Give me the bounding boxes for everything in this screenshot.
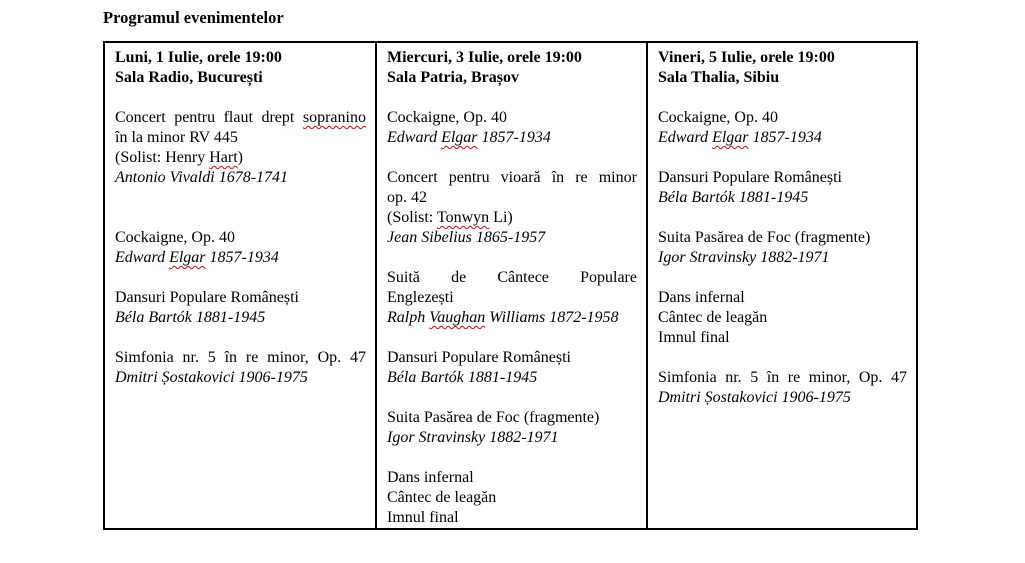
program-block [387,168,637,248]
program-line [387,368,637,388]
word: în [224,349,238,366]
program-line [658,308,907,328]
text-segment: 1857-1934 [748,129,822,146]
program-line [387,508,637,528]
text-segment: Béla Bartók 1881-1945 [387,369,538,386]
program-line [115,348,366,368]
column-miercuri-3-iulie [376,42,647,529]
program-block [387,408,637,448]
program-line [387,488,637,508]
text-segment: Vineri, 5 Iulie, orele 19:00 [658,49,835,66]
text-segment: (Solist: [387,209,437,226]
spellcheck-word: sopranino [302,109,366,126]
text-segment: 1857-1934 [477,129,551,146]
text-segment: Dmitri Șostakovici 1906-1975 [115,369,308,386]
text-segment: Béla Bartók 1881-1945 [658,189,809,206]
column-vineri-5-iulie [647,42,917,529]
text-segment: 1857-1934 [205,249,279,266]
word: vioară [500,169,541,186]
program-block [115,108,366,188]
word: minor, [808,369,851,386]
program-line [115,168,366,188]
program-block [658,288,907,348]
spellcheck-word: Tonwyn [436,209,490,226]
word: Concert [115,109,166,126]
word: 47 [890,369,907,386]
text-segment: Cântec de leagăn [387,489,497,506]
spellcheck-word: Vaughan [429,309,486,326]
word: re [245,349,259,366]
text-segment: Dansuri Populare Românești [658,169,842,186]
column-luni-1-iulie [104,42,376,529]
program-block [658,368,907,408]
text-segment: Jean Sibelius 1865-1957 [387,229,546,246]
text-segment: Dans infernal [658,289,745,306]
spellcheck-word: Elgar [441,129,478,146]
program-line [658,328,907,348]
text-segment: (Solist: Henry [115,149,210,166]
word: re [787,369,801,386]
word: Suită [387,269,420,286]
column-header-block [658,48,907,88]
program-block [115,228,366,268]
text-segment: în la minor RV 445 [115,129,238,146]
text-segment: Cântec de leagăn [658,309,768,326]
program-line [658,168,907,188]
text-segment: Antonio Vivaldi 1678-1741 [115,169,289,186]
word: de [451,269,467,286]
program-line [387,468,637,488]
program-line [658,108,907,128]
text-segment: Edward [115,249,170,266]
program-line [658,288,907,308]
program-line [115,148,366,168]
text-segment: Sala Patria, Brașov [387,69,519,86]
spellcheck-word: Hart [209,149,238,166]
program-block [387,108,637,148]
program-block [658,168,907,208]
program-line [387,208,637,228]
word: Cântece [497,269,549,286]
word: 5 [750,369,759,386]
program-line [387,288,637,308]
program-line [658,368,907,388]
program-line [115,128,366,148]
text-segment: Dmitri Șostakovici 1906-1975 [658,389,851,406]
program-block [387,348,637,388]
text-segment: Edward [658,129,713,146]
text-segment: Cockaigne, Op. 40 [658,109,778,126]
word: pentru [174,109,216,126]
text-segment: Dansuri Populare Românești [115,289,299,306]
text-segment: Béla Bartók 1881-1945 [115,309,266,326]
table-row [104,42,917,529]
column-header-block [115,48,366,88]
program-block [115,348,366,388]
program-line [658,248,907,268]
text-segment: Englezești [387,289,454,306]
word: Op. [858,369,883,386]
program-line [658,188,907,208]
program-line [115,288,366,308]
text-segment: Ralph [387,309,430,326]
text-segment: Luni, 1 Iulie, orele 19:00 [115,49,282,66]
header-line [387,48,637,68]
text-segment: ) [237,149,243,166]
word: pentru [448,169,490,186]
program-table [103,41,918,530]
word: flaut [223,109,253,126]
program-block [658,228,907,268]
text-segment: Dans infernal [387,469,474,486]
header-line [115,48,366,68]
text-segment: Williams 1872-1958 [485,309,619,326]
spellcheck-word: Elgar [169,249,206,266]
text-segment: Suita Pasărea de Foc (fragmente) [387,409,600,426]
header-line [115,68,366,88]
program-line [658,228,907,248]
word: Populare [580,269,637,286]
program-block [387,268,637,328]
word: 47 [349,349,366,366]
text-segment: Cockaigne, Op. 40 [387,109,507,126]
word: 5 [207,349,216,366]
text-segment: Imnul final [387,509,459,526]
word: Concert [387,169,438,186]
program-line [658,128,907,148]
word: minor, [267,349,309,366]
program-block [115,288,366,328]
word: drept [261,109,295,126]
text-segment: Edward [387,129,442,146]
text-segment: Igor Stravinsky 1882-1971 [658,249,830,266]
program-line [387,228,637,248]
column-header-block [387,48,637,88]
page-title: Programul evenimentelor [103,8,284,27]
program-line [387,308,637,328]
program-line [387,128,637,148]
spellcheck-word: Elgar [712,129,749,146]
program-line [115,248,366,268]
text-segment: Li) [489,209,513,226]
word: nr. [182,349,199,366]
text-segment: Sala Thalia, Sibiu [658,69,780,86]
text-segment: Imnul final [658,329,730,346]
program-line [387,428,637,448]
program-line [387,188,637,208]
program-line [387,348,637,368]
header-line [387,68,637,88]
word: Simfonia [658,369,717,386]
word: în [551,169,565,186]
program-line [387,108,637,128]
text-segment: Dansuri Populare Românești [387,349,571,366]
word: nr. [725,369,742,386]
program-line [658,388,907,408]
word: minor [598,169,637,186]
program-block [387,468,637,528]
word: Simfonia [115,349,174,366]
program-block [658,108,907,148]
program-line [115,228,366,248]
program-line [115,308,366,328]
text-segment: Sala Radio, București [115,69,263,86]
word: în [766,369,780,386]
program-line [115,368,366,388]
text-segment: op. 42 [387,189,427,206]
header-line [658,48,907,68]
program-line [387,168,637,188]
program-line [387,268,637,288]
text-segment: Miercuri, 3 Iulie, orele 19:00 [387,49,582,66]
word: re [575,169,588,186]
text-segment: Igor Stravinsky 1882-1971 [387,429,559,446]
header-line [658,68,907,88]
text-segment: Suita Pasărea de Foc (fragmente) [658,229,871,246]
word: Op. [317,349,342,366]
program-line [387,408,637,428]
program-line [115,108,366,128]
text-segment: Cockaigne, Op. 40 [115,229,235,246]
